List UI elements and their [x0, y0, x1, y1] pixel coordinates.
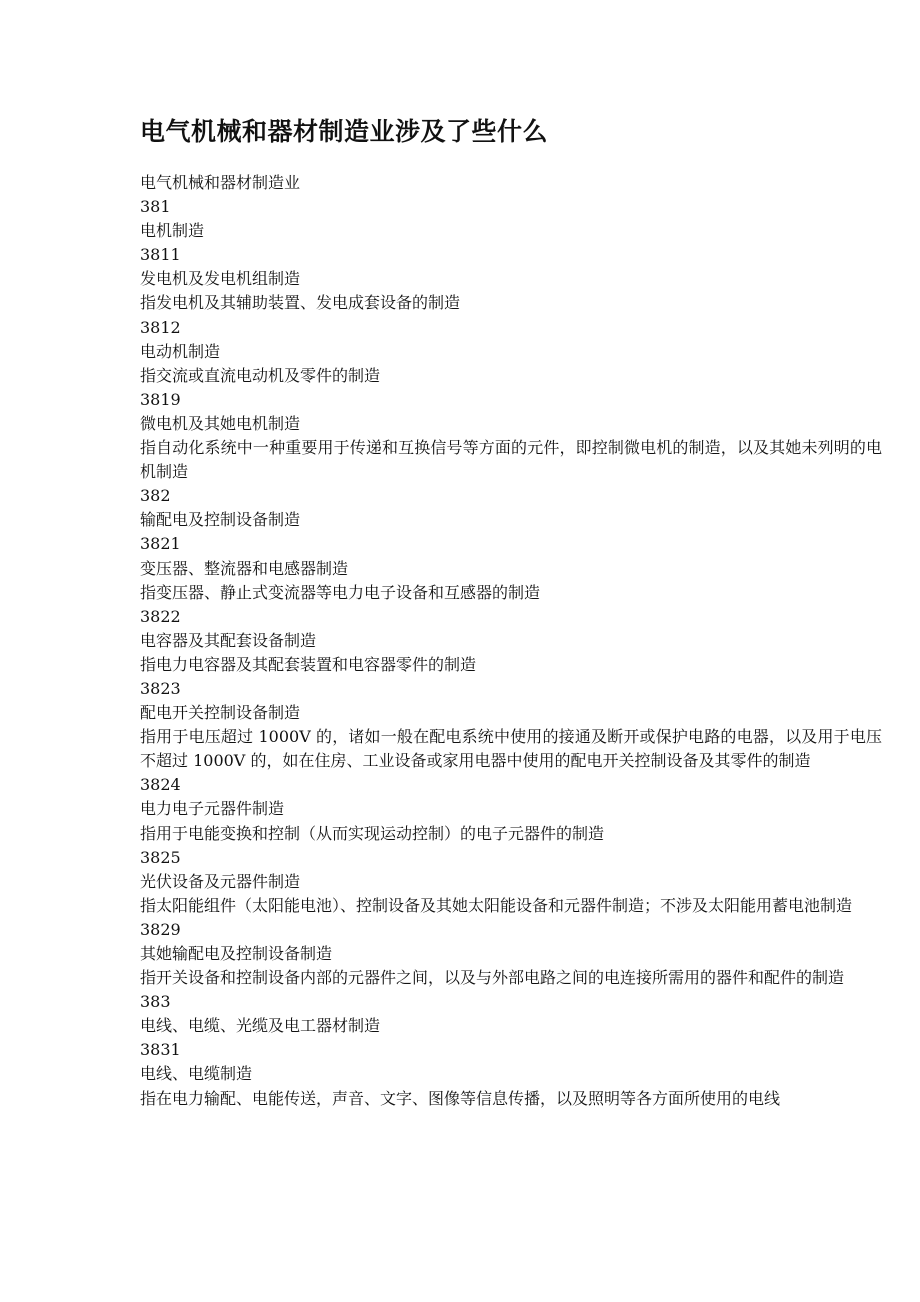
text-line: 指变压器、静止式变流器等电力电子设备和互感器的制造 — [140, 582, 541, 602]
text-line: 电容器及其配套设备制造 — [140, 630, 317, 650]
text-line: 指自动化系统中一种重要用于传递和互换信号等方面的元件，即控制微电机的制造，以及其她未列明的电机制造 — [140, 438, 882, 482]
text-line: 微电机及其她电机制造 — [140, 413, 301, 433]
text-line: 指用于电压超过 1000V 的，诸如一般在配电系统中使用的接通及断开或保护电路的电器，以及用于电压不超过 1000V 的，如在住房、工业设备或家用电器中使用的配电开关控制设备及其零件的制造 — [140, 727, 882, 771]
text-line: 配电开关控制设备制造 — [140, 703, 301, 723]
category-code: 3811 — [140, 245, 181, 265]
category-code: 3821 — [140, 534, 181, 554]
text-line: 指在电力输配、电能传送，声音、文字、图像等信息传播，以及照明等各方面所使用的电线 — [140, 1088, 781, 1108]
text-line: 指太阳能组件（太阳能电池）、控制设备及其她太阳能设备和元器件制造；不涉及太阳能用蓄电池制造 — [140, 895, 853, 915]
text-line: 指开关设备和控制设备内部的元器件之间，以及与外部电路之间的电连接所需用的器件和配件的制造 — [140, 968, 845, 988]
category-code: 3812 — [140, 317, 181, 337]
document-title: 电气机械和器材制造业涉及了些什么 — [140, 117, 549, 146]
category-code: 382 — [140, 486, 171, 506]
text-line: 光伏设备及元器件制造 — [140, 871, 301, 891]
category-code: 3819 — [140, 389, 181, 409]
text-line: 指用于电能变换和控制（从而实现运动控制）的电子元器件的制造 — [140, 823, 605, 843]
text-line: 电动机制造 — [140, 341, 221, 361]
category-code: 381 — [140, 197, 171, 217]
text-line: 电线、电缆、光缆及电工器材制造 — [140, 1016, 381, 1036]
text-line: 电力电子元器件制造 — [140, 799, 285, 819]
text-line: 指交流或直流电动机及零件的制造 — [140, 365, 381, 385]
category-code: 3823 — [140, 678, 181, 698]
text-line: 电线、电缆制造 — [140, 1064, 253, 1084]
category-code: 3824 — [140, 775, 181, 795]
category-code: 3822 — [140, 606, 181, 626]
text-line: 其她输配电及控制设备制造 — [140, 944, 333, 963]
document-body — [140, 171, 882, 1111]
text-line: 指发电机及其辅助装置、发电成套设备的制造 — [140, 293, 461, 313]
text-line: 发电机及发电机组制造 — [140, 269, 301, 289]
text-line: 输配电及控制设备制造 — [140, 510, 301, 530]
category-code: 3831 — [140, 1040, 181, 1060]
text-line: 电气机械和器材制造业 — [140, 173, 301, 192]
category-code: 3829 — [140, 919, 181, 939]
text-line: 电机制造 — [140, 221, 205, 241]
category-code: 383 — [140, 992, 171, 1012]
category-code: 3825 — [140, 847, 181, 867]
document-page — [140, 112, 882, 1111]
text-line: 指电力电容器及其配套装置和电容器零件的制造 — [140, 654, 477, 674]
text-line: 变压器、整流器和电感器制造 — [140, 558, 349, 578]
